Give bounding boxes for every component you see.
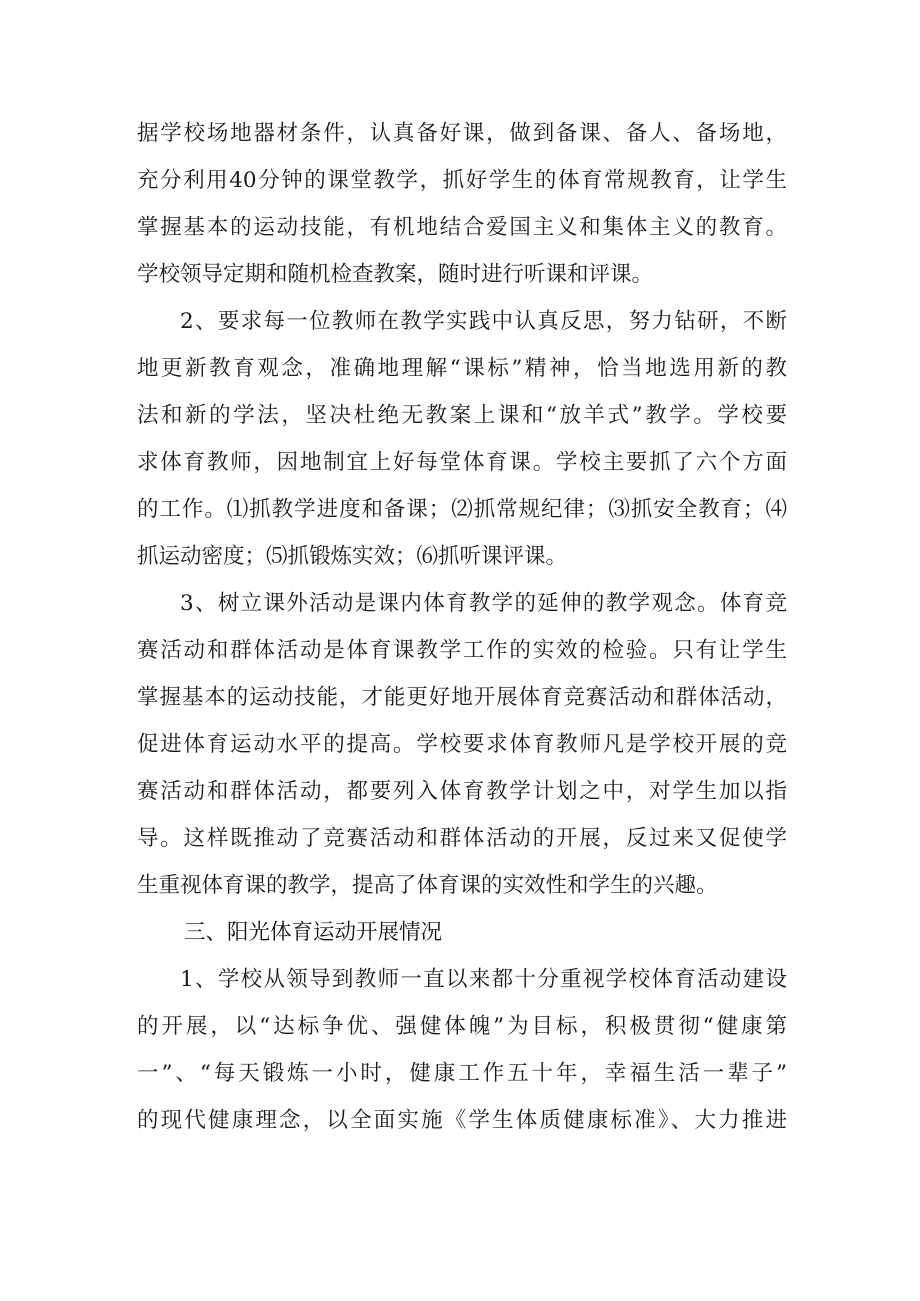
- paragraph: [137, 580, 787, 909]
- text-line: 的现代健康理念，以全面实施《学生体质健康标准》、大力推进: [137, 1108, 787, 1133]
- text-line: 生重视体育课的教学，提高了体育课的实效性和学生的兴趣。: [137, 873, 718, 898]
- text-line: 法和新的学法，坚决杜绝无教案上课和“放羊式”教学。学校要: [137, 403, 787, 428]
- text-line: 抓运动密度；⑸抓锻炼实效；⑹抓听课评课。: [137, 544, 568, 569]
- text-line: 掌握基本的运动技能，才能更好地开展体育竞赛活动和群体活动，: [137, 685, 787, 710]
- document-body: [137, 110, 787, 1144]
- text-line: 的工作。⑴抓教学进度和备课；⑵抓常规纪律；⑶抓安全教育；⑷: [137, 497, 787, 522]
- text-line: 2、要求每一位教师在教学实践中认真反思，努力钻研，不断: [180, 309, 787, 334]
- paragraph: [137, 298, 787, 580]
- text-line: 赛活动和群体活动是体育课教学工作的实效的检验。只有让学生: [137, 638, 787, 663]
- text-line: 3、树立课外活动是课内体育教学的延伸的教学观念。体育竞: [180, 591, 787, 616]
- text-line: 充分利用40分钟的课堂教学，抓好学生的体育常规教育，让学生: [137, 168, 787, 193]
- paragraph: [137, 956, 787, 1144]
- text-line: 学校领导定期和随机检查教案，随时进行听课和评课。: [137, 262, 654, 287]
- text-line: 促进体育运动水平的提高。学校要求体育教师凡是学校开展的竞: [137, 732, 787, 757]
- text-line: 据学校场地器材条件，认真备好课，做到备课、备人、备场地，: [137, 121, 787, 146]
- text-line: 的开展，以“达标争优、强健体魄”为目标，积极贯彻“健康第: [137, 1014, 787, 1039]
- paragraph: [137, 110, 787, 298]
- text-line: 一”、“每天锻炼一小时，健康工作五十年，幸福生活一辈子”: [137, 1061, 787, 1086]
- text-line: 地更新教育观念，准确地理解“课标”精神，恰当地选用新的教: [137, 356, 787, 381]
- section-heading: 三、阳光体育运动开展情况: [184, 920, 443, 945]
- text-line: 导。这样既推动了竞赛活动和群体活动的开展，反过来又促使学: [137, 826, 787, 851]
- text-line: 掌握基本的运动技能，有机地结合爱国主义和集体主义的教育。: [137, 215, 787, 240]
- text-line: 求体育教师，因地制宜上好每堂体育课。学校主要抓了六个方面: [137, 450, 787, 475]
- text-line: 赛活动和群体活动，都要列入体育教学计划之中，对学生加以指: [137, 779, 787, 804]
- text-line: 1、学校从领导到教师一直以来都十分重视学校体育活动建设: [180, 967, 787, 992]
